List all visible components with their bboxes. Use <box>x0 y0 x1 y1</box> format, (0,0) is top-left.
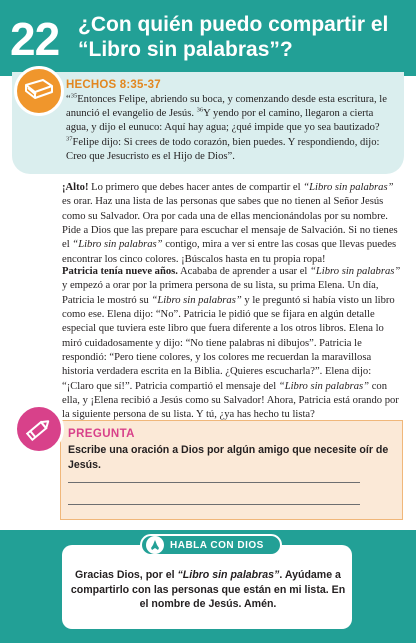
book-title: “Libro sin palabras” <box>310 266 401 277</box>
prayer-text-part: Gracias Dios, por el <box>75 569 178 581</box>
answer-line[interactable] <box>68 482 360 483</box>
verse-number: 35 <box>70 92 78 100</box>
book-title: “Libro sin palabras” <box>72 239 163 251</box>
prayer-text-part: . Ayúdame a compartirlo con las personas que están en mi lista. En el nombre de Jesús. Amén. <box>70 569 346 611</box>
prayer-text <box>70 568 346 612</box>
lesson-title: ¿Con quién puedo compartir el “Libro sin palabras”? <box>78 13 389 61</box>
answer-line[interactable] <box>68 504 360 505</box>
book-title: “Libro sin palabras” <box>278 380 370 392</box>
body-paragraph-1 <box>62 181 402 267</box>
verse-number: 36 <box>196 106 204 114</box>
paragraph-lead: Patricia tenía nueve años. <box>62 266 178 277</box>
verse-text: Y yendo por el camino, llegaron a cierta agua, y dijo el eunuco: Aquí hay agua; ¿qué impide que yo sea bautizado? <box>66 108 380 134</box>
lesson-number: 22 <box>10 13 60 65</box>
paragraph-text: Acababa de aprender a usar el <box>177 266 310 277</box>
scripture-reference: HECHOS 8:35-37 <box>66 79 161 91</box>
paragraph-text: y le preguntó si había visto un libro como ese. Elena dijo: “No”. Patricia le pidió que se fijara en algún detalle especial que tuviera este libro que fuera diferente a los otros libros. Elena lo miró cuidadosamente y dijo: “No tiene palabras ni dibujos”. Patricia le respondió: “Pero tiene colores, y los colores me recuerdan la maravillosa historia verdadera escrita en la Biblia. ¿Quieres escucharla?”. Elena dijo: “¡Claro que sí!”. Patricia compartió el mensaje del <box>62 294 395 392</box>
prayer-label: HABLA CON DIOS <box>170 539 264 551</box>
body-paragraph-2 <box>62 265 402 423</box>
praying-hands-icon <box>146 536 164 554</box>
paragraph-lead: ¡Alto! <box>62 182 89 193</box>
paragraph-text: con ella, y ¡Elena recibió a Jesús como su Salvador! Ahora, Patricia está orando por la siguiente persona de su lista. Y tú, ¿ya has hecho tu lista? <box>62 380 399 421</box>
book-title: “Libro sin palabras” <box>303 182 394 193</box>
book-title: “Libro sin palabras” <box>151 294 242 306</box>
question-label: PREGUNTA <box>68 428 135 440</box>
pencil-icon <box>14 404 64 454</box>
paragraph-text: es orar. Haz una lista de las personas que sabes que no tienen al Señor Jesús como su Salvador. Ora por cada una de ellas mencionándolas por su nombre. Pide a Dios que las prepare para escuchar el mensaje de Salvación. Si no tienes el <box>62 196 398 251</box>
verse-number: 37 <box>66 135 73 143</box>
prayer-header <box>140 534 282 556</box>
verse-text: Felipe dijo: Si crees de todo corazón, bien puedes. Y respondiendo, dijo: Creo que Jesucristo es el Hijo de Dios”. <box>66 136 380 162</box>
paragraph-text: y empezó a orar por la primera persona de su lista, su prima Elena. Un día, Patricia le mostró su <box>62 280 379 306</box>
bible-icon <box>14 66 64 116</box>
book-title: “Libro sin palabras” <box>177 569 280 581</box>
verse-text: Entonces Felipe, abriendo su boca, y comenzando desde esta escritura, le anunció el evangelio de Jesús. <box>66 94 387 120</box>
paragraph-text: contigo, mira a ver si entre las cosas que llevas puedes encontrar los cinco colores. ¡Búscalos hasta en tu propia ropa! <box>62 239 397 265</box>
question-text: Escribe una oración a Dios por algún amigo que necesite oír de Jesús. <box>68 444 389 471</box>
paragraph-text: Lo primero que debes hacer antes de compartir el <box>88 182 304 193</box>
scripture-text: “$^{35}$Entonces Felipe, abriendo su boca, y comenzando desde esta escritura, le anunció el evangelio de Jesús. $^{36}$Y yendo por el camino, llegaron a cierta agua, y dijo el eunuco: Aquí hay agua; ¿qué impide que yo sea bautizado? $^{37}$Felipe dijo: Si crees de todo corazón, bien puedes. Y respondiendo, dijo: Creo que Jesucristo es el Hijo de Dios”. <box>66 92 387 162</box>
